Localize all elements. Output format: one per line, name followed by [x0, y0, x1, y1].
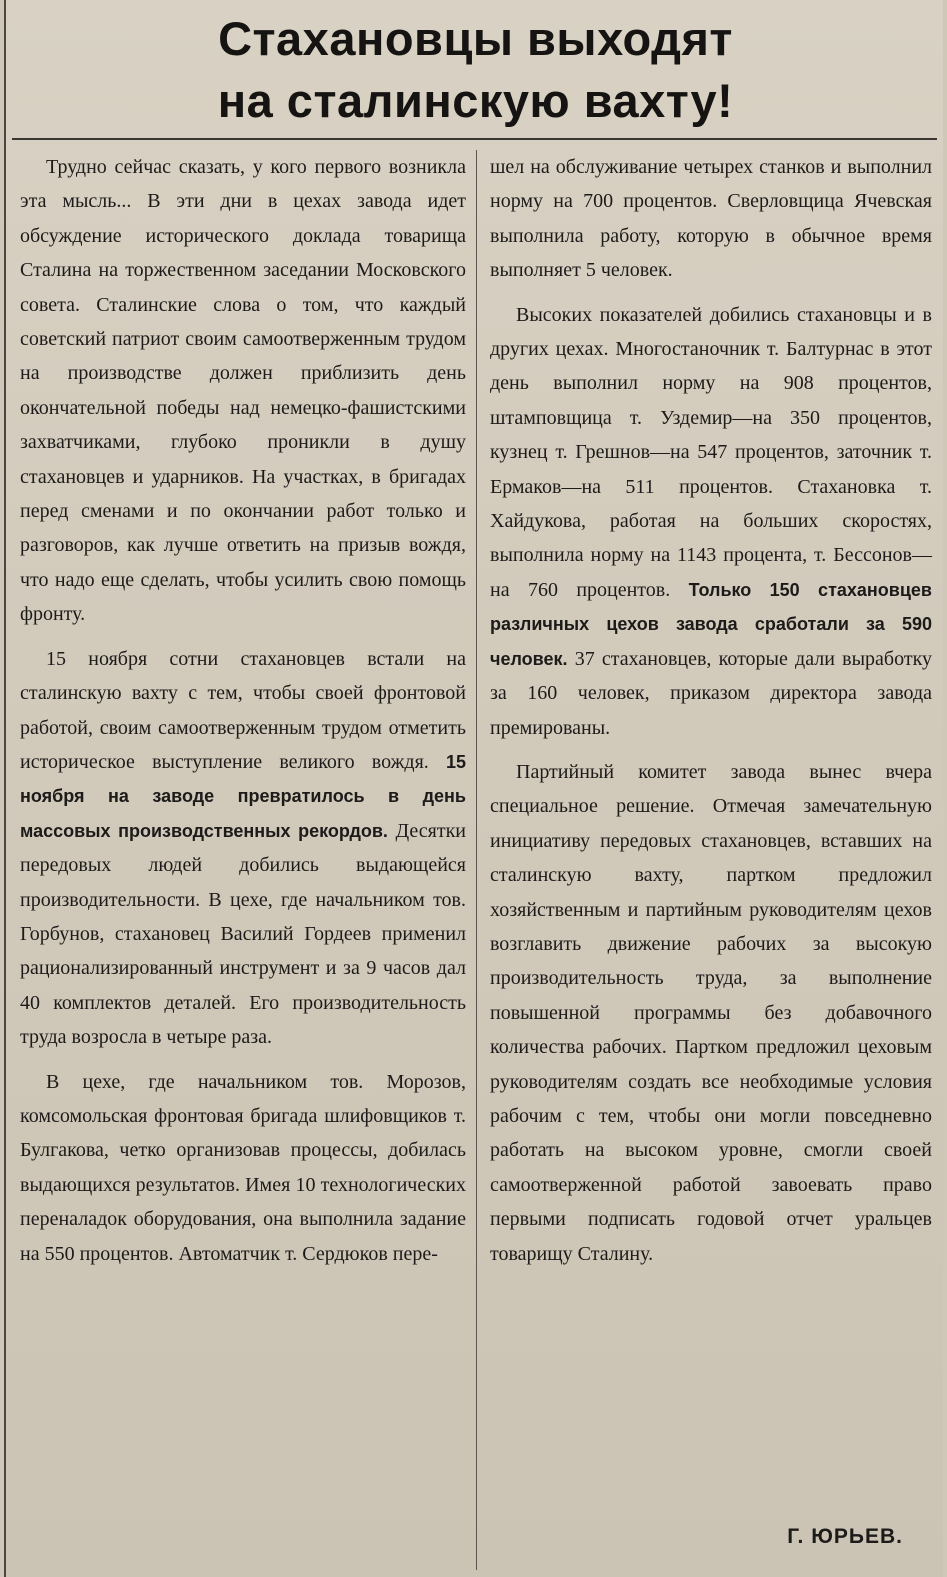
right-column — [490, 150, 932, 1281]
paragraph-1: Трудно сейчас сказать, у кого первого возникла эта мысль... В эти дни в цехах завода идет обсуждение исторического доклада товарища Сталина на торжественном заседании Московского совета. Сталинские слова о том, что каждый советский патриот своим самоотверженным трудом на производстве должен приблизить день окончательной победы над немецко-фашистскими захватчиками, глубоко проникли в душу стахановцев и ударников. На участках, в бригадах перед сменами и по окончании работ только и разговоров, как лучше ответить на призыв вождя, что надо еще сделать, чтобы усилить свою помощь фронту. — [20, 156, 466, 626]
left-column — [20, 150, 466, 1281]
paragraph-2 — [20, 642, 466, 1055]
newspaper-page — [4, 0, 943, 1577]
paragraph-5-end: 37 стахановцев, которые дали выработку за 160 человек, приказом директора завода премированы. — [490, 647, 932, 739]
paragraph-3: В цехе, где начальником тов. Морозов, комсомольская фронтовая бригада шлифовщиков т. Булгакова, четко организовав процессы, добилась выдающихся результатов. Имея 10 технологических переналадок оборудования, она выполнила задание на 550 процентов. Автоматчик т. Сердюков пере- — [20, 1070, 466, 1265]
paragraph-6: Партийный комитет завода вынес вчера специальное решение. Отмечая замечательную инициативу передовых стахановцев, вставших на сталинскую вахту, партком предложил хозяйственным и партийным руководителям цехов возглавить движение рабочих за высокую производительность труда, за выполнение повышенной программы без добавочного количества рабочих. Партком предложил цеховым руководителям создать все необходимые условия рабочим с тем, чтобы они могли повседневно работать на высоком уровне, смогли своей самоотверженной работой завоевать право первыми подписать годовой отчет уральцев товарищу Сталину. — [490, 760, 932, 1265]
headline-line-2: на сталинскую вахту! — [217, 74, 734, 127]
headline-line-1: Стахановцы выходят — [218, 12, 733, 65]
headline-rule — [12, 138, 937, 140]
headline — [6, 8, 945, 132]
paragraph-5-bold: Только 150 стахановцев различных цехов завода сработали за 590 человек. — [490, 579, 932, 669]
column-divider — [476, 150, 477, 1570]
paragraph-5 — [490, 298, 932, 745]
paragraph-5-start: Высоких показателей добились стахановцы и в других цехах. Многостаночник т. Балтурнас в этот день выполнил норму на 908 процентов, штамповщица т. Уздемир—на 350 процентов, кузнец т. Грешнов—на 547 процентов, заточник т. Ермаков—на 511 процентов. Стахановка т. Хайдукова, работая на больших скоростях, выполнила норму на 1143 процента, т. Бессонов—на 760 процентов. — [490, 303, 932, 601]
paragraph-2-start: 15 ноября сотни стахановцев встали на сталинскую вахту с тем, чтобы своей фронтовой работой, своим самоотверженным трудом отметить историческое выступление великого вождя. — [20, 647, 466, 773]
paragraph-4: шел на обслуживание четырех станков и выполнил норму на 700 процентов. Сверловщица Ячевская выполнила работу, которую в обычное время выполняет 5 человек. — [490, 156, 932, 282]
paragraph-2-end: Десятки передовых людей добились выдающейся производительности. В цехе, где начальником тов. Горбунов, стахановец Василий Гордеев применил рационализированный инструмент и за 9 часов дал 40 комплектов деталей. Его производительность труда возросла в четыре раза. — [20, 819, 466, 1049]
author-signature: Г. ЮРЬЕВ. — [787, 1525, 903, 1548]
paragraph-2-bold: 15 ноября на заводе превратилось в день массовых производственных рекордов. — [20, 751, 467, 841]
